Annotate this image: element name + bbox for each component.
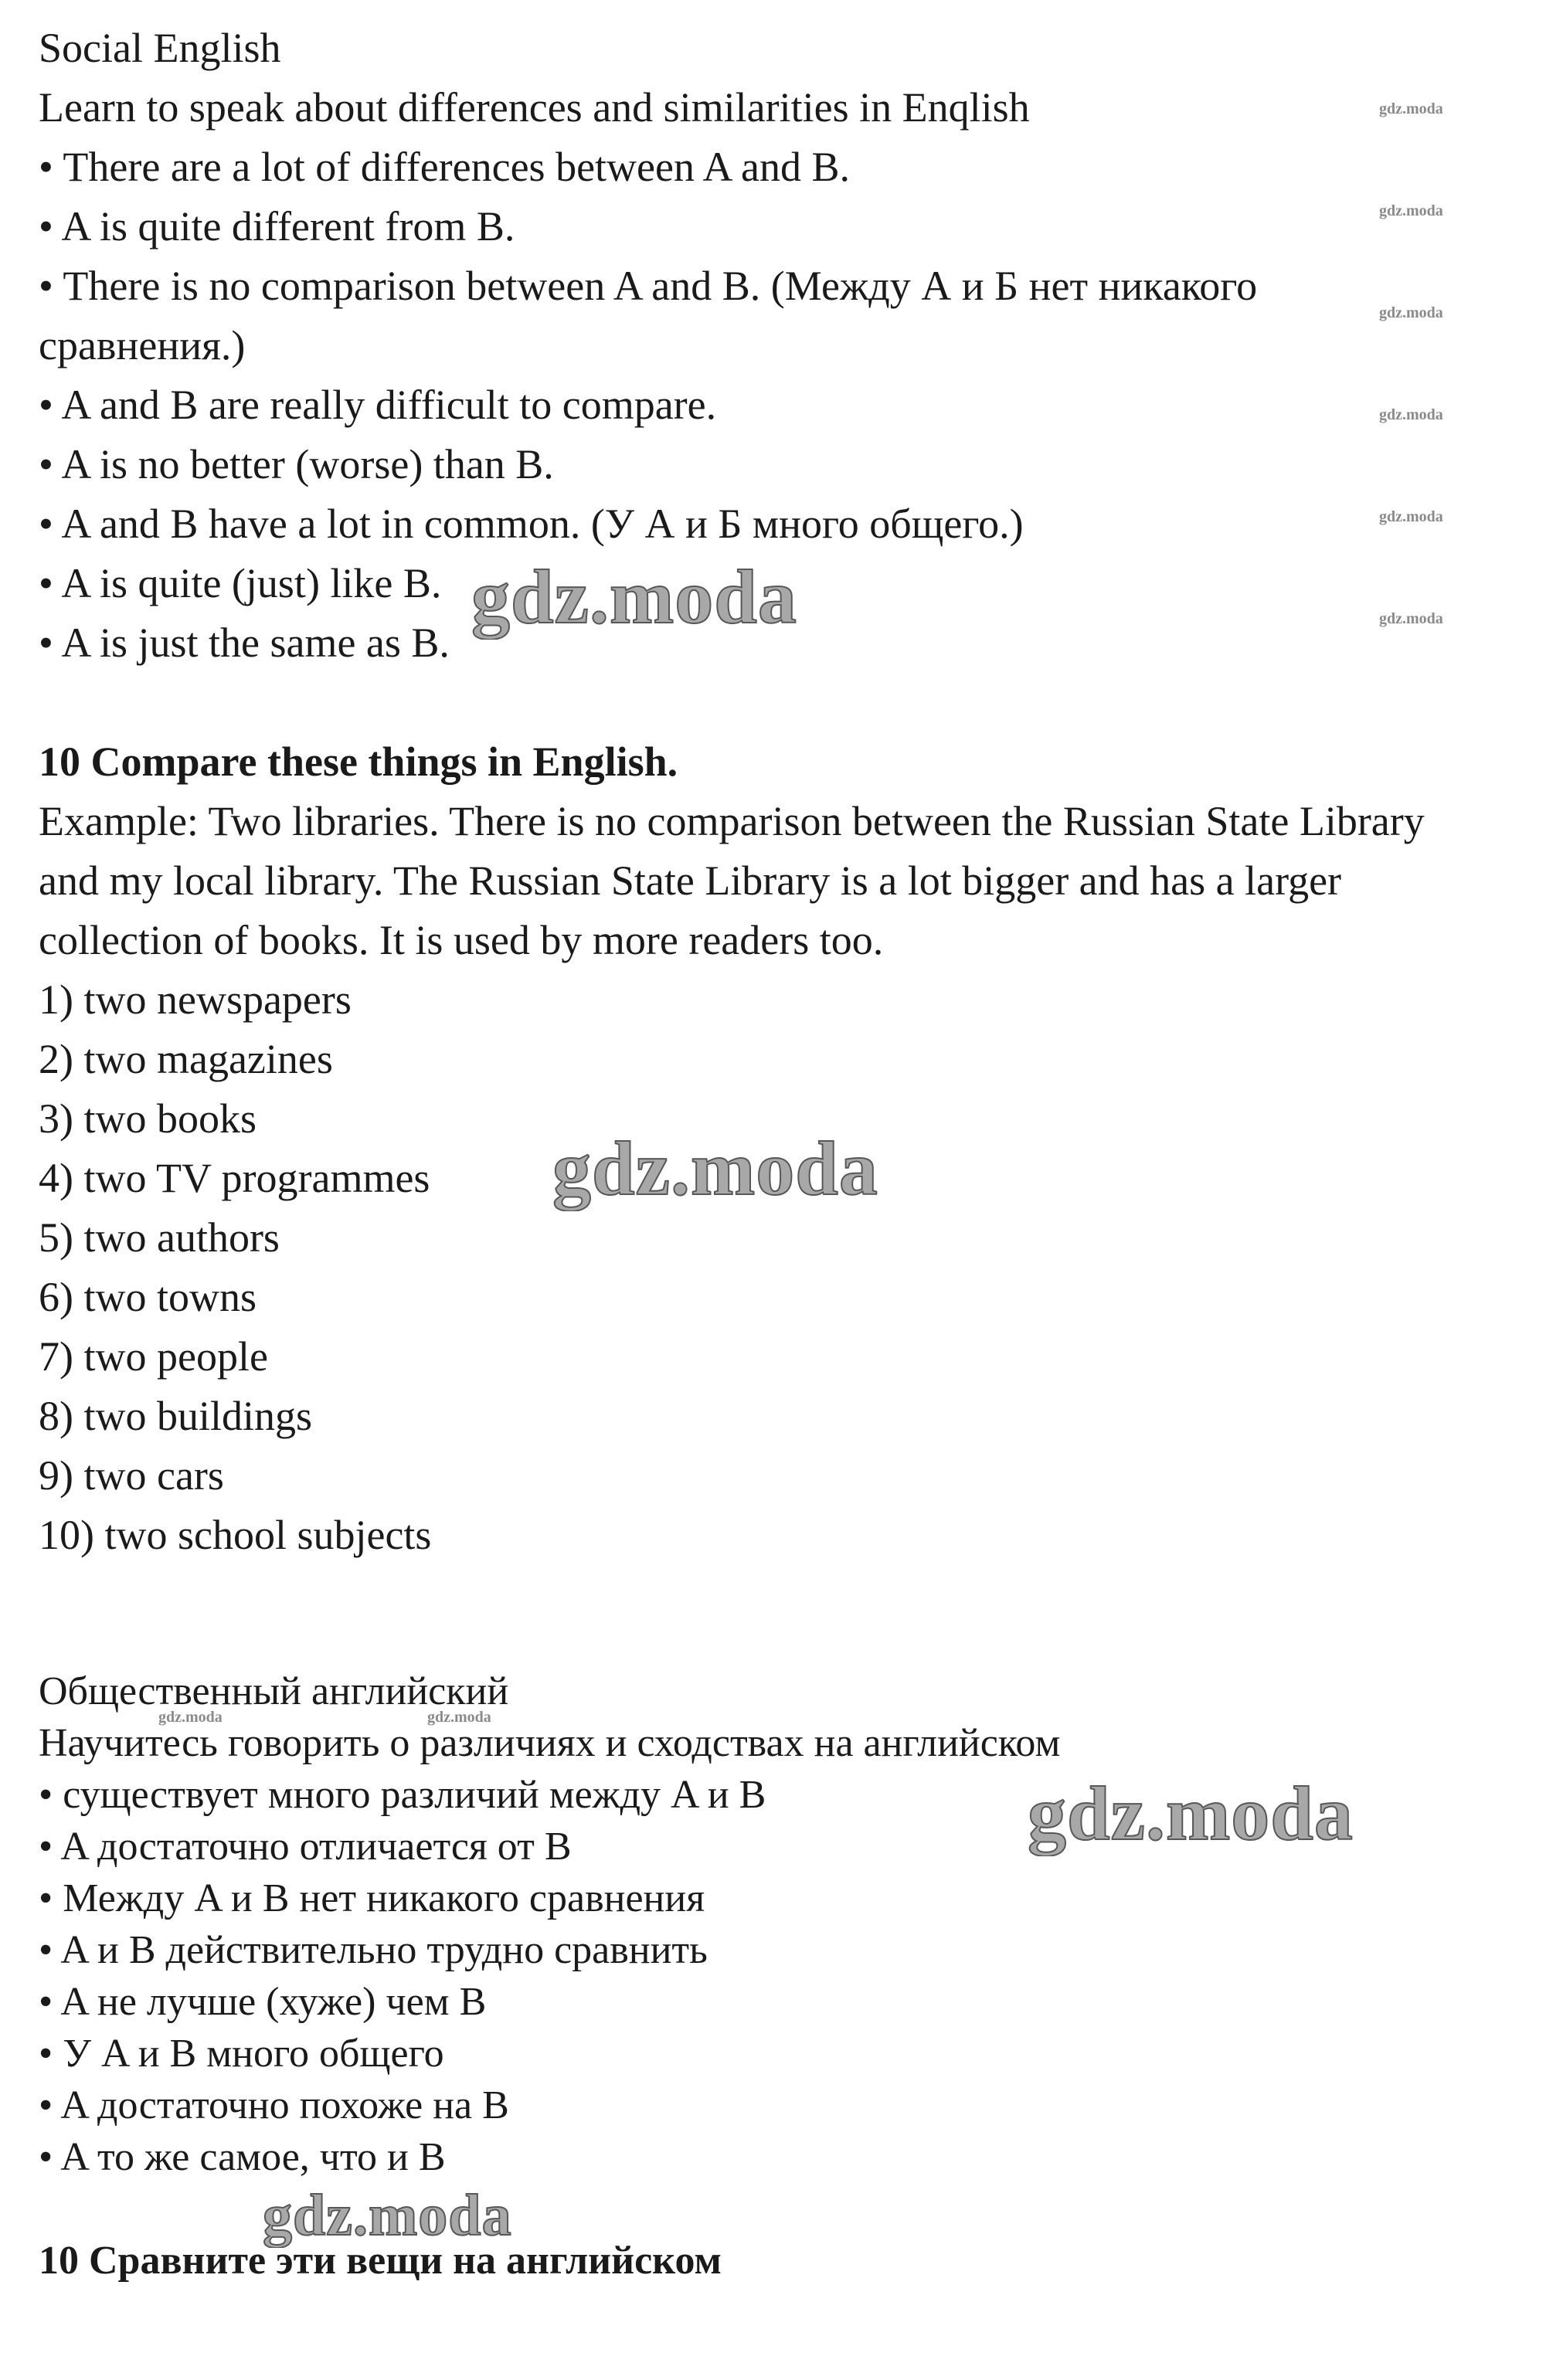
translation-phrase: • A не лучше (хуже) чем B bbox=[39, 1980, 487, 2024]
exercise-item: 10) two school subjects bbox=[39, 1512, 432, 1558]
section-title: Social English bbox=[39, 25, 281, 71]
translation-phrase: • A достаточно похоже на B bbox=[39, 2083, 509, 2127]
phrase-item: • There is no comparison between A and B. (Между А и Б нет никакого bbox=[39, 263, 1258, 309]
watermark-small: gdz.moda bbox=[158, 1709, 223, 1726]
translation-phrase: • A то же самое, что и B bbox=[39, 2135, 446, 2179]
translation-phrase: • A достаточно отличается от B bbox=[39, 1825, 572, 1869]
phrase-item-continuation: сравнения.) bbox=[39, 322, 246, 368]
section-subtitle: Learn to speak about differences and similarities in Enqlish bbox=[39, 84, 1030, 131]
translation-phrase: • существует много различий между A и B bbox=[39, 1773, 766, 1817]
exercise-item: 8) two buildings bbox=[39, 1393, 313, 1439]
watermark-small: gdz.moda bbox=[427, 1709, 491, 1726]
watermark-small: gdz.moda bbox=[1379, 508, 1443, 525]
translation-phrase: • A и B действительно трудно сравнить bbox=[39, 1928, 708, 1972]
watermark-large: gdz.moda bbox=[552, 1125, 878, 1211]
watermark-large: gdz.moda bbox=[471, 554, 797, 640]
translation-subtitle: Научитесь говорить о различиях и сходствах на английском bbox=[39, 1721, 1061, 1765]
watermark-small: gdz.moda bbox=[1379, 304, 1443, 321]
phrase-item: • A is just the same as B. bbox=[39, 620, 450, 666]
phrase-item: • A and B are really difficult to compare. bbox=[39, 382, 717, 428]
exercise-item: 6) two towns bbox=[39, 1274, 257, 1320]
watermark-large: gdz.moda bbox=[263, 2183, 512, 2248]
watermark-small: gdz.moda bbox=[1379, 100, 1443, 117]
watermark-large: gdz.moda bbox=[1028, 1771, 1354, 1856]
exercise-item: 9) two cars bbox=[39, 1452, 224, 1499]
exercise-item: 4) two TV programmes bbox=[39, 1155, 430, 1201]
watermark-small: gdz.moda bbox=[1379, 202, 1443, 219]
phrase-item: • There are a lot of differences between A and B. bbox=[39, 144, 850, 190]
watermark-small: gdz.moda bbox=[1379, 406, 1443, 423]
example-line: and my local library. The Russian State Library is a lot bigger and has a larger bbox=[39, 857, 1342, 904]
example-line: Example: Two libraries. There is no comparison between the Russian State Library bbox=[39, 798, 1425, 844]
watermark-small: gdz.moda bbox=[1379, 610, 1443, 627]
translation-heading: 10 Сравните эти вещи на английском bbox=[39, 2239, 722, 2283]
exercise-heading: 10 Compare these things in English. bbox=[39, 738, 678, 785]
exercise-item: 2) two magazines bbox=[39, 1036, 333, 1082]
phrase-item: • A is quite different from B. bbox=[39, 203, 515, 250]
exercise-item: 7) two people bbox=[39, 1333, 268, 1380]
translation-phrase: • Между A и B нет никакого сравнения bbox=[39, 1876, 705, 1920]
exercise-item: 3) two books bbox=[39, 1095, 257, 1142]
phrase-item: • A is quite (just) like B. bbox=[39, 560, 442, 606]
translation-title: Общественный английский bbox=[39, 1669, 509, 1713]
exercise-item: 1) two newspapers bbox=[39, 976, 352, 1023]
phrase-item: • A is no better (worse) than B. bbox=[39, 441, 554, 487]
example-line: collection of books. It is used by more readers too. bbox=[39, 917, 884, 963]
exercise-item: 5) two authors bbox=[39, 1214, 280, 1261]
phrase-item: • A and B have a lot in common. (У А и Б много общего.) bbox=[39, 501, 1024, 547]
translation-phrase: • У A и B много общего bbox=[39, 2032, 444, 2076]
